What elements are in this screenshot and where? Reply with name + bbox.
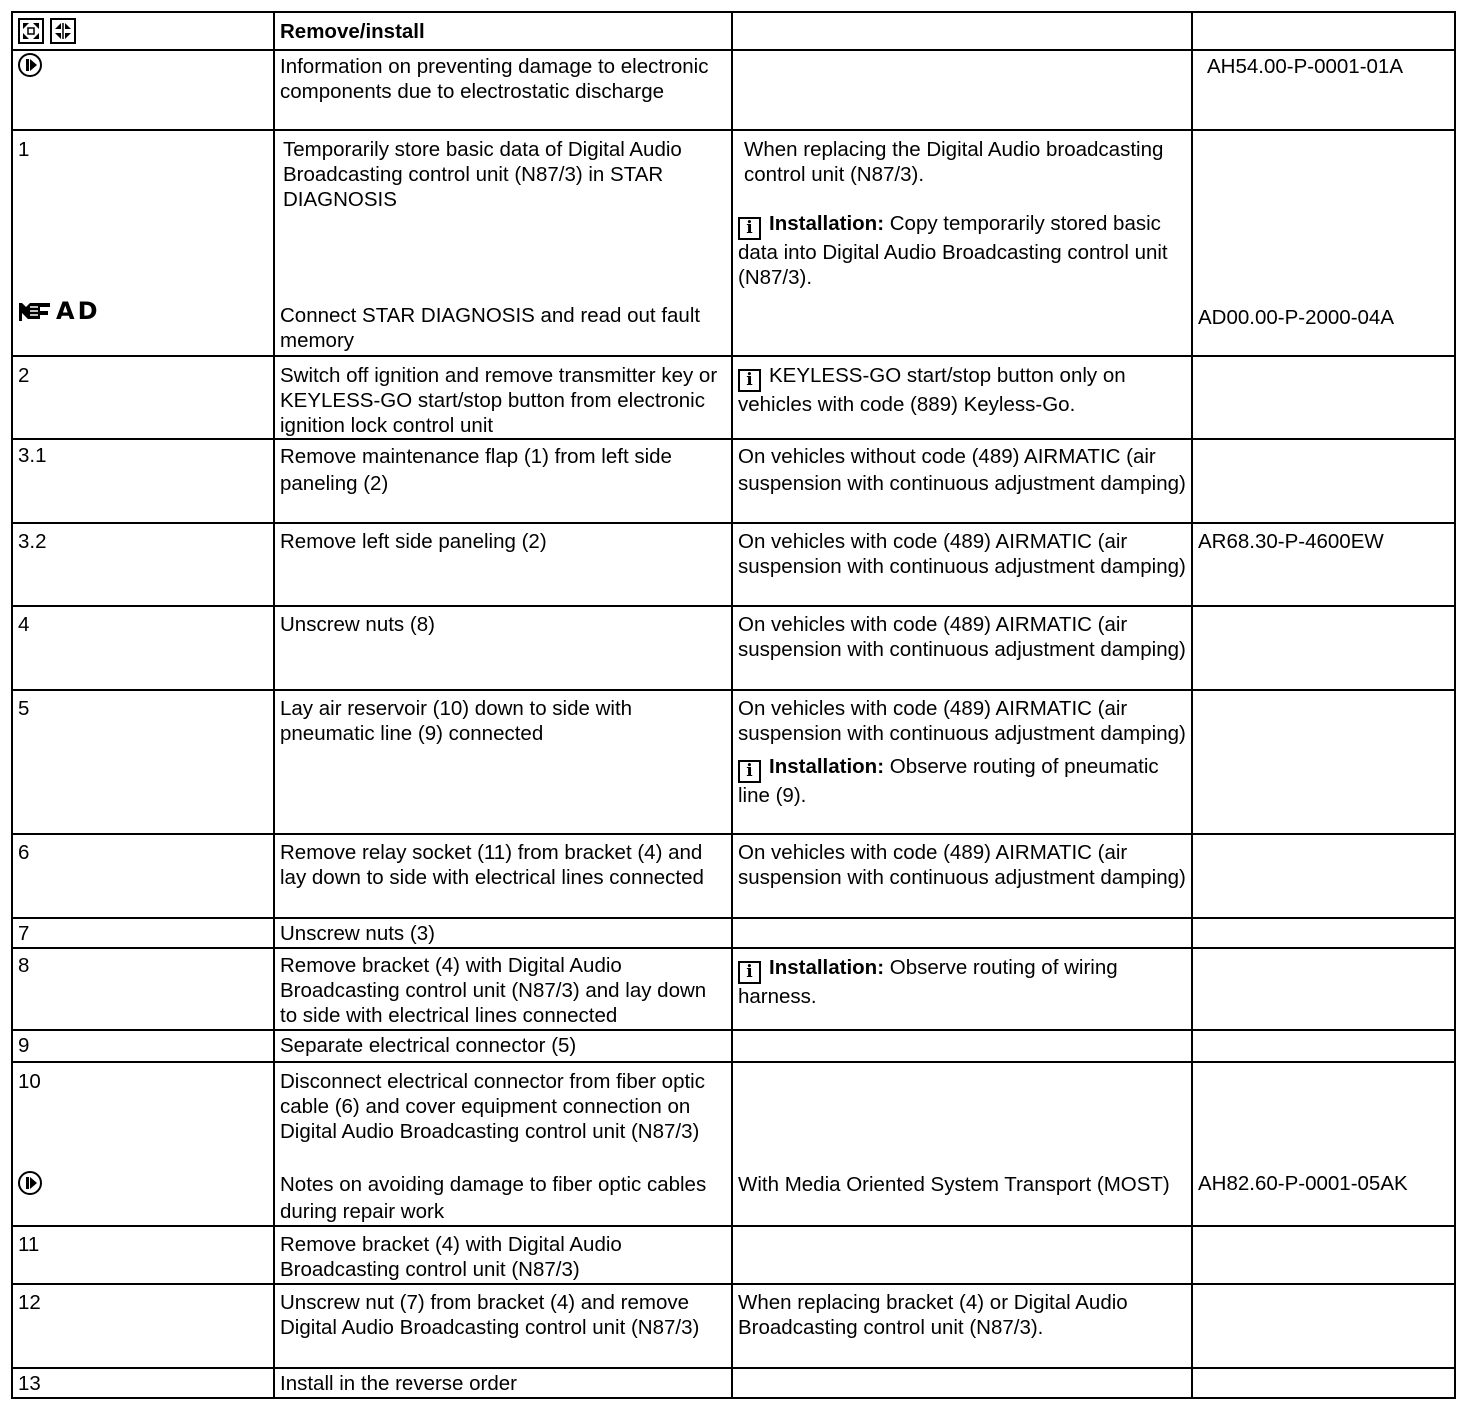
info-text: KEYLESS-GO start/stop button only on vehicles with code (889) Keyless-Go.	[738, 364, 1126, 416]
info-block	[738, 754, 1186, 808]
action-cell: Remove left side paneling (2)	[274, 523, 732, 606]
table-row	[12, 1284, 1455, 1368]
table-row	[12, 523, 1455, 606]
table-row	[12, 1062, 1455, 1226]
info-box-icon: i	[738, 961, 761, 984]
info-text: Copy temporarily stored basic data into Digital Audio Broadcasting control unit (N87/3).	[738, 212, 1168, 289]
reference-link[interactable]	[1192, 948, 1455, 1030]
action-cell: Remove bracket (4) with Digital Audio Broadcasting control unit (N87/3) and lay down to side with electrical lines connected	[274, 948, 732, 1030]
pointing-hand-icon	[18, 299, 52, 323]
reference-link[interactable]	[1192, 1226, 1455, 1284]
header-title: Remove/install	[274, 12, 732, 50]
reference-link[interactable]	[1192, 834, 1455, 918]
note-arrow-icon[interactable]	[18, 53, 42, 77]
reference-link[interactable]	[1192, 690, 1455, 834]
table-row	[12, 948, 1455, 1030]
action-cell: Unscrew nuts (3)	[274, 918, 732, 948]
header-empty-ref	[1192, 12, 1455, 50]
sub-action-cell: Notes on avoiding damage to fiber optic cables during repair work	[280, 1173, 707, 1223]
action-cell: Switch off ignition and remove transmitter key or KEYLESS-GO start/stop button from electronic ignition lock control unit	[274, 356, 732, 439]
notes-cell	[732, 50, 1192, 130]
sub-action-cell: Connect STAR DIAGNOSIS and read out fault memory	[280, 304, 701, 352]
info-box-icon: i	[738, 217, 761, 240]
table-row	[12, 356, 1455, 439]
reference-link[interactable]	[1192, 1368, 1455, 1398]
reference-link[interactable]	[1192, 918, 1455, 948]
notes-cell: On vehicles with code (489) AIRMATIC (air suspension with continuous adjustment damping)	[732, 606, 1192, 690]
action-cell: Lay air reservoir (10) down to side with pneumatic line (9) connected	[274, 690, 732, 834]
notes-cell: On vehicles without code (489) AIRMATIC (air suspension with continuous adjustment damping)	[732, 439, 1192, 523]
action-cell: Unscrew nut (7) from bracket (4) and remove Digital Audio Broadcasting control unit (N87/3)	[274, 1284, 732, 1368]
notes-cell	[732, 918, 1192, 948]
note-arrow-icon[interactable]	[18, 1171, 42, 1195]
ad-label: AD	[56, 297, 101, 325]
notes-cell: On vehicles with code (489) AIRMATIC (air suspension with continuous adjustment damping)	[738, 697, 1186, 745]
action-cell: Install in the reverse order	[274, 1368, 732, 1398]
table-row	[12, 130, 1455, 356]
expand-all-icon[interactable]	[18, 18, 44, 44]
step-number: 11	[12, 1226, 274, 1284]
info-text: Observe routing of pneumatic line (9).	[738, 755, 1159, 807]
step-number: 4	[12, 606, 274, 690]
step-number: 10	[18, 1070, 41, 1093]
action-cell: Remove bracket (4) with Digital Audio Broadcasting control unit (N87/3)	[274, 1226, 732, 1284]
action-cell: Information on preventing damage to electronic components due to electrostatic discharge	[274, 50, 732, 130]
notes-cell	[732, 1226, 1192, 1284]
reference-link[interactable]: AH82.60-P-0001-05AK	[1198, 1172, 1408, 1195]
step-number: 6	[12, 834, 274, 918]
table-row	[12, 1030, 1455, 1062]
notes-cell: When replacing the Digital Audio broadcasting control unit (N87/3).	[744, 138, 1164, 186]
step-number: 7	[12, 918, 274, 948]
reference-link[interactable]	[1192, 439, 1455, 523]
step-number: 5	[12, 690, 274, 834]
step-number: 2	[12, 356, 274, 439]
procedure-table	[11, 11, 1456, 1399]
step-number: 1	[18, 138, 30, 161]
collapse-all-icon[interactable]	[50, 18, 76, 44]
table-row	[12, 606, 1455, 690]
reference-link[interactable]	[1192, 1030, 1455, 1062]
reference-link[interactable]	[1192, 1284, 1455, 1368]
info-box-icon: i	[738, 760, 761, 783]
info-label: Installation:	[769, 212, 885, 235]
notes-cell: With Media Oriented System Transport (MOST)	[738, 1173, 1170, 1196]
step-number: 3.1	[12, 439, 274, 523]
info-text: Observe routing of wiring harness.	[738, 956, 1118, 1008]
step-number: 9	[12, 1030, 274, 1062]
info-block	[738, 211, 1186, 290]
table-row	[12, 834, 1455, 918]
notes-cell	[732, 1030, 1192, 1062]
info-box-icon: i	[738, 369, 761, 392]
info-label: Installation:	[769, 755, 885, 778]
header-icons-cell	[12, 12, 274, 50]
info-label: Installation:	[769, 956, 885, 979]
notes-cell: When replacing bracket (4) or Digital Audio Broadcasting control unit (N87/3).	[732, 1284, 1192, 1368]
table-row	[12, 918, 1455, 948]
reference-link[interactable]	[1192, 356, 1455, 439]
header-empty-notes	[732, 12, 1192, 50]
step-number: 13	[12, 1368, 274, 1398]
reference-link[interactable]	[1192, 606, 1455, 690]
step-number: 12	[12, 1284, 274, 1368]
action-cell: Remove relay socket (11) from bracket (4) and lay down to side with electrical lines connected	[274, 834, 732, 918]
table-header-row	[12, 12, 1455, 50]
notes-cell: On vehicles with code (489) AIRMATIC (air suspension with continuous adjustment damping)	[732, 523, 1192, 606]
action-cell: Unscrew nuts (8)	[274, 606, 732, 690]
action-cell: Remove maintenance flap (1) from left side paneling (2)	[274, 439, 732, 523]
table-row	[12, 690, 1455, 834]
action-cell: Disconnect electrical connector from fiber optic cable (6) and cover equipment connection on Digital Audio Broadcasting control unit (N87/3)	[280, 1070, 705, 1143]
table-row	[12, 1226, 1455, 1284]
table-row	[12, 439, 1455, 523]
notes-cell: On vehicles with code (489) AIRMATIC (air suspension with continuous adjustment damping)	[732, 834, 1192, 918]
step-number: 3.2	[12, 523, 274, 606]
table-row	[12, 1368, 1455, 1398]
table-row	[12, 50, 1455, 130]
reference-link[interactable]: AD00.00-P-2000-04A	[1198, 306, 1395, 329]
sub-step-icon	[18, 299, 101, 325]
action-cell: Separate electrical connector (5)	[274, 1030, 732, 1062]
reference-link[interactable]: AR68.30-P-4600EW	[1192, 523, 1455, 606]
step-number: 8	[12, 948, 274, 1030]
reference-link[interactable]: AH54.00-P-0001-01A	[1192, 50, 1455, 130]
action-cell: Temporarily store basic data of Digital Audio Broadcasting control unit (N87/3) in STAR DIAGNOSIS	[283, 138, 682, 211]
notes-cell	[732, 1368, 1192, 1398]
